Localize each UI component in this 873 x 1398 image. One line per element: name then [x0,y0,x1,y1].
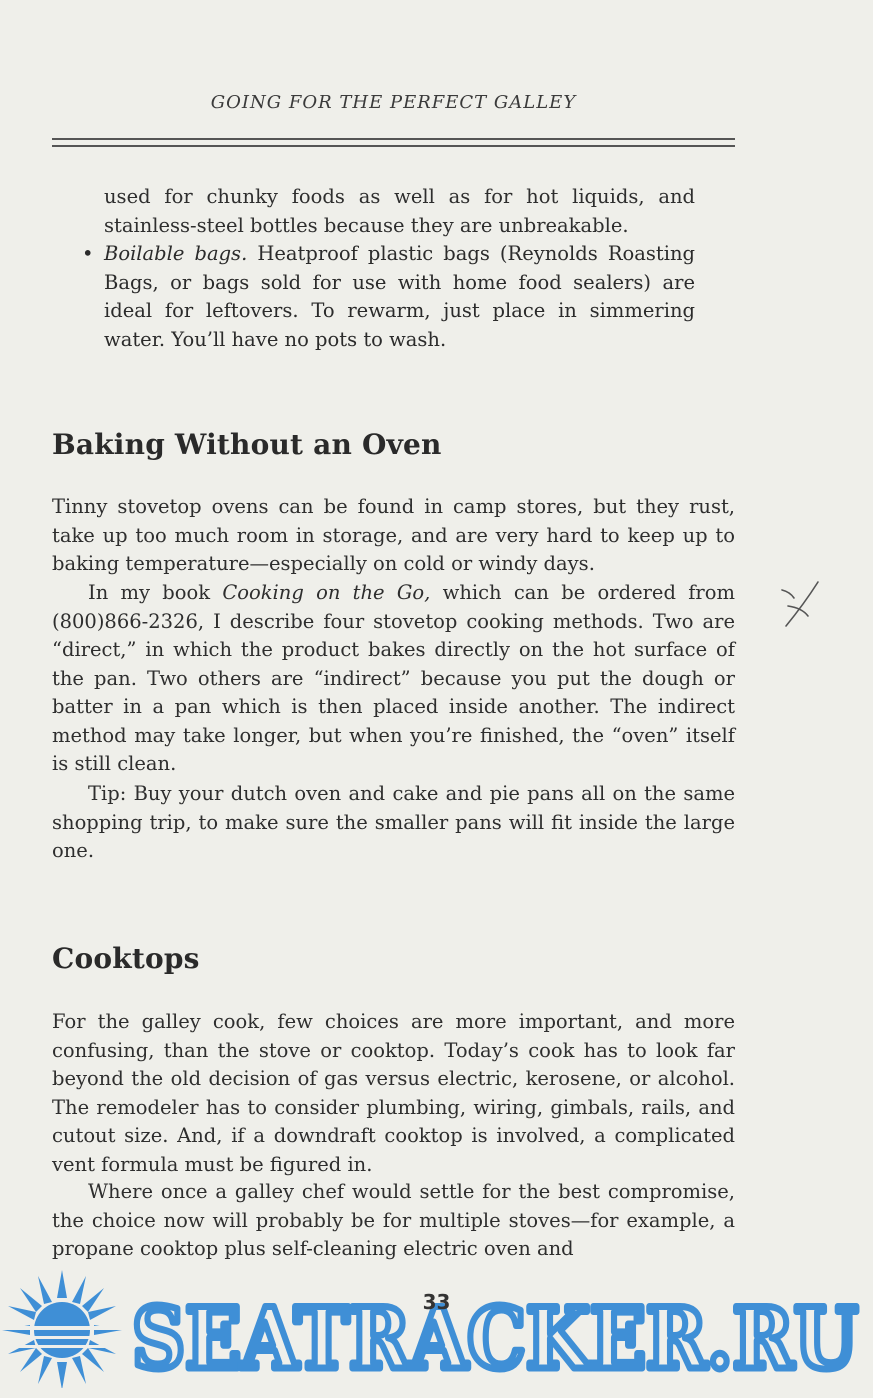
bullet-text [104,240,695,354]
bullet-body: Heatproof plastic bags (Reynolds Roasting Bags, or bags sold for use with home food sealers) are ideal for leftovers. To rewarm, just place in simmering water. You’ll have no pots to wash. [104,242,695,351]
bullet-marker: • [82,242,94,265]
header-rule-bottom [52,145,735,147]
watermark-text: SEATRACKER.RU [132,1289,858,1388]
handwritten-mark-icon [778,578,824,630]
bullet-term: Boilable bags. [104,242,248,265]
baking-paragraph-1: Tinny stovetop ovens can be found in camp stores, but they rust, take up too much room in storage, and are very hard to keep up to baking temperature—especially on cold or windy days. [52,495,735,575]
baking-paragraph-2 [52,579,735,779]
baking-p2-before: In my book [88,581,223,604]
section-heading-baking: Baking Without an Oven [52,428,442,461]
watermark-logo [0,1268,873,1388]
header-rule-top [52,138,735,140]
sun-icon [0,1270,124,1388]
continued-paragraph: used for chunky foods as well as for hot liquids, and stainless-steel bottles because they are unbreakable. [104,185,695,237]
baking-tip-paragraph: Tip: Buy your dutch oven and cake and pie pans all on the same shopping trip, to make sure the smaller pans will fit inside the large one. [52,782,735,862]
cooktops-paragraph-1: For the galley cook, few choices are more important, and more confusing, than the stove or cooktop. Today’s cook has to look far beyond the old decision of gas versus electric, kerosene, or alcohol. The remodeler has to consider plumbing, wiring, gimbals, rails, and cutout size. And, if a downdraft cooktop is involved, a complicated vent formula must be figured in. [52,1010,735,1176]
section-heading-cooktops: Cooktops [52,942,200,975]
page-number: 33 [422,1290,451,1314]
baking-p2-after: which can be ordered from (800)866-2326, I describe four stovetop cooking methods. Two are “direct,” in which the product bakes directly on the hot surface of the pan. Two others are “indirect” because you put the dough or batter in a pan which is then placed inside another. The indirect method may take longer, but when you’re finished, the “oven” itself is still clean. [52,581,735,775]
running-head: GOING FOR THE PERFECT GALLEY [210,92,577,113]
book-title: Cooking on the Go, [222,581,431,604]
cooktops-paragraph-2: Where once a galley chef would settle for the best compromise, the choice now will probably be for multiple stoves—for example, a propane cooktop plus self-cleaning electric oven and [52,1180,735,1260]
